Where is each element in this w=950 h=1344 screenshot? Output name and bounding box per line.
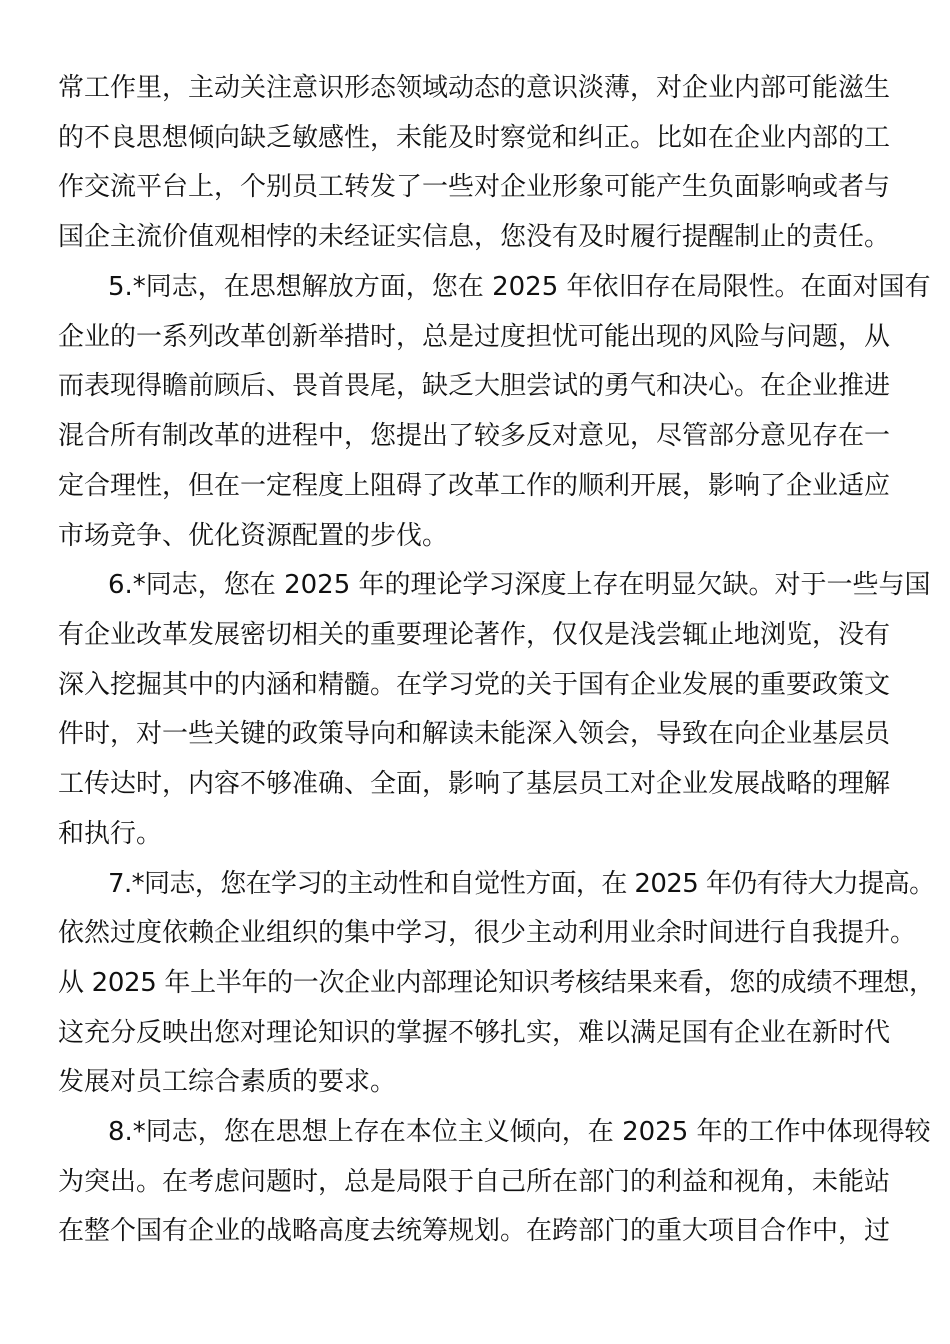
text-line: 混合所有制改革的进程中，您提出了较多反对意见，尽管部分意见存在一 bbox=[58, 421, 891, 451]
text-line: 发展对员工综合素质的要求。 bbox=[58, 1067, 397, 1097]
text-line: 的不良思想倾向缺乏敏感性，未能及时察觉和纠正。比如在企业内部的工 bbox=[58, 123, 891, 153]
text-line: 为突出。在考虑问题时，总是局限于自己所在部门的利益和视角，未能站 bbox=[58, 1167, 891, 1197]
text-line: 国企主流价值观相悖的未经证实信息，您没有及时履行提醒制止的责任。 bbox=[58, 222, 891, 252]
text-line: 市场竞争、优化资源配置的步伐。 bbox=[58, 521, 449, 551]
text-line: 而表现得瞻前顾后、畏首畏尾，缺乏大胆尝试的勇气和决心。在企业推进 bbox=[58, 371, 891, 401]
text-line: 工传达时，内容不够准确、全面，影响了基层员工对企业发展战略的理解 bbox=[58, 769, 891, 799]
text-line: 这充分反映出您对理论知识的掌握不够扎实，难以满足国有企业在新时代 bbox=[58, 1018, 891, 1048]
text-line: 作交流平台上，个别员工转发了一些对企业形象可能产生负面影响或者与 bbox=[58, 172, 891, 202]
paragraph-6-first-line: 6.*同志，您在 2025 年的理论学习深度上存在明显欠缺。对于一些与国 bbox=[108, 570, 931, 600]
paragraph-5-first-line: 5.*同志，在思想解放方面，您在 2025 年依旧存在局限性。在面对国有 bbox=[108, 272, 931, 302]
text-line: 件时，对一些关键的政策导向和解读未能深入领会，导致在向企业基层员 bbox=[58, 719, 891, 749]
text-line: 常工作里，主动关注意识形态领域动态的意识淡薄，对企业内部可能滋生 bbox=[58, 73, 891, 103]
text-line: 有企业改革发展密切相关的重要理论著作，仅仅是浅尝辄止地浏览，没有 bbox=[58, 620, 891, 650]
paragraph-7-first-line: 7.*同志，您在学习的主动性和自觉性方面，在 2025 年仍有待大力提高。 bbox=[108, 869, 935, 899]
text-line: 从 2025 年上半年的一次企业内部理论知识考核结果来看，您的成绩不理想， bbox=[58, 968, 935, 998]
text-line: 依然过度依赖企业组织的集中学习，很少主动利用业余时间进行自我提升。 bbox=[58, 918, 917, 948]
text-line: 企业的一系列改革创新举措时，总是过度担忧可能出现的风险与问题，从 bbox=[58, 322, 891, 352]
text-line: 和执行。 bbox=[58, 819, 163, 849]
text-line: 定合理性，但在一定程度上阻碍了改革工作的顺利开展，影响了企业适应 bbox=[58, 471, 891, 501]
paragraph-8-first-line: 8.*同志，您在思想上存在本位主义倾向，在 2025 年的工作中体现得较 bbox=[108, 1117, 931, 1147]
text-line: 在整个国有企业的战略高度去统筹规划。在跨部门的重大项目合作中，过 bbox=[58, 1216, 891, 1246]
text-line: 深入挖掘其中的内涵和精髓。在学习党的关于国有企业发展的重要政策文 bbox=[58, 670, 891, 700]
